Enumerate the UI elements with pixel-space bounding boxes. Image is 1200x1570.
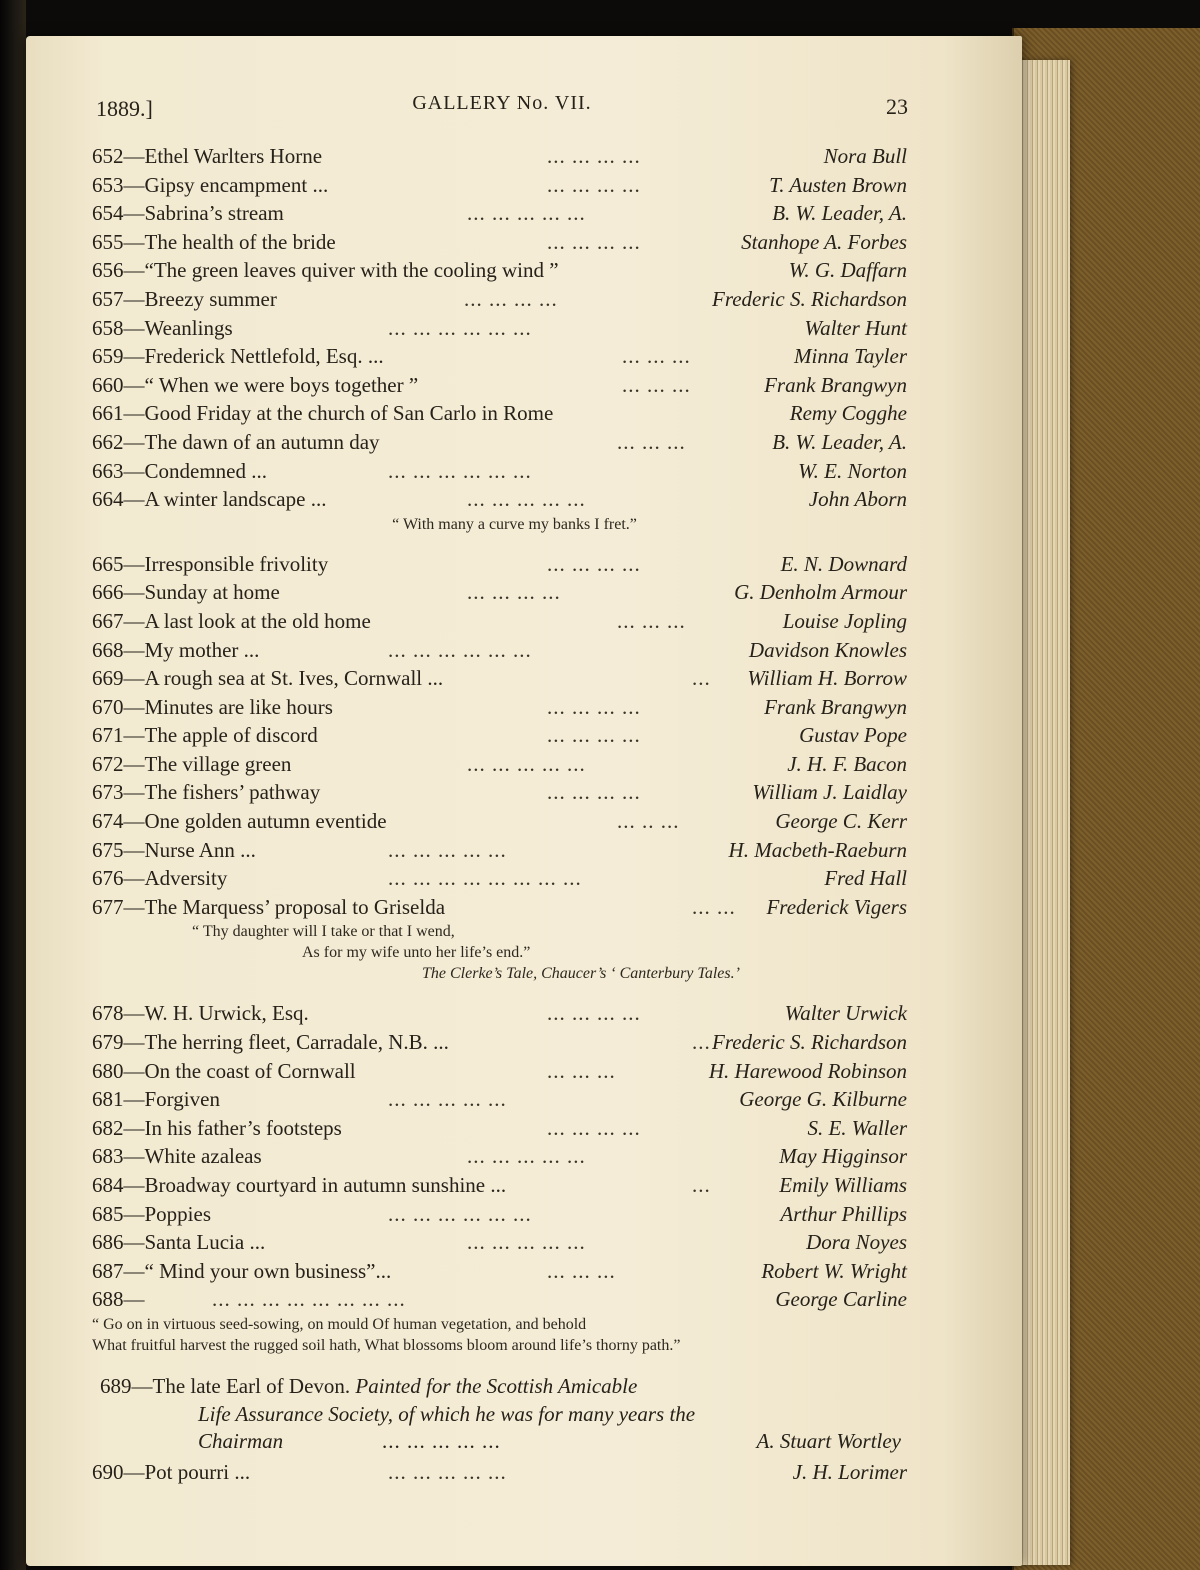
entry-dash: — [123, 429, 145, 454]
catalogue-entry-675 [92, 836, 907, 865]
entry-dash: — [123, 1287, 145, 1312]
entry-title-text: White azaleas [144, 1144, 262, 1169]
entry-title [92, 1228, 265, 1257]
entry-dash: — [123, 1230, 145, 1255]
entry-title [92, 1257, 391, 1286]
entry-title [92, 457, 267, 486]
entry-title [92, 199, 284, 228]
entry-title [92, 285, 277, 314]
entry-leader-dots: ... ... ... ... [547, 144, 641, 168]
catalogue-entry-665 [92, 550, 907, 579]
entry-artist: W. G. Daffarn [788, 258, 907, 283]
entry-title [92, 399, 553, 428]
entry-artist: Remy Cogghe [789, 401, 907, 426]
entry-leader-dots: ... ... ... ... ... [388, 1459, 507, 1484]
entry-title [92, 1171, 506, 1200]
entry-title-text: “ When we were boys together ” [144, 372, 419, 397]
entry-dash: — [123, 401, 145, 426]
entry-number: 672 [92, 751, 124, 776]
entry-leader-dots: ... ... ... ... ... [467, 751, 586, 776]
entry-title-text: The apple of discord [144, 723, 318, 748]
entry-dash: — [123, 1030, 145, 1055]
entry-leader-dots: ... ... ... ... [547, 723, 641, 748]
entry-dash: — [123, 551, 145, 576]
entry-number: 667 [92, 608, 124, 633]
entry-artist: Frederick Vigers [766, 894, 907, 919]
entry-number: 673 [92, 780, 124, 805]
entry-dash: — [123, 286, 145, 311]
entries-group-c [92, 999, 907, 1314]
catalogue-entry-679 [92, 1028, 907, 1057]
entry-title [92, 864, 227, 893]
catalogue-entry-656 [92, 256, 907, 285]
entry-title [92, 228, 336, 257]
entry-dash: — [123, 344, 145, 369]
entry-leader-dots: ... ... ... [617, 608, 686, 633]
entry-dash: — [123, 172, 145, 197]
entry-number: 676 [92, 866, 124, 891]
entry-title [92, 578, 280, 607]
entry-title [92, 1114, 342, 1143]
entries-group-d [92, 1458, 907, 1487]
entry-dash: — [123, 723, 145, 748]
entry-leader-dots: ... ... ... ... [467, 580, 561, 605]
entry-title-text: Broadway courtyard in autumn sunshine ... [144, 1173, 507, 1197]
entry-artist: George G. Kilburne [739, 1087, 907, 1112]
entry-title-text: The Marquess’ proposal to Griselda [144, 894, 446, 919]
entry-title [92, 1085, 220, 1114]
entry-artist: Dora Noyes [806, 1230, 907, 1255]
entry-artist: E. N. Downard [780, 551, 907, 576]
catalogue-entry-677 [92, 893, 907, 922]
entry-title-text: My mother ... [144, 637, 260, 662]
catalogue-entry-667 [92, 607, 907, 636]
entry-leader-dots: ... ... ... ... ... [388, 1087, 507, 1112]
entry-dash: — [123, 1001, 145, 1026]
catalogue-entry-671 [92, 721, 907, 750]
entry-dash: — [123, 637, 145, 662]
entry-number: 659 [92, 344, 124, 369]
catalogue-entry-680 [92, 1057, 907, 1086]
entry-title [92, 371, 418, 400]
entry-artist: J. H. Lorimer [792, 1459, 907, 1484]
spine-shadow [0, 0, 26, 1570]
catalogue-entry-688 [92, 1285, 907, 1314]
entry-artist: B. W. Leader, A. [772, 429, 907, 454]
catalogue-entry-658 [92, 314, 907, 343]
entry-artist: H. Harewood Robinson [708, 1058, 907, 1083]
catalogue-entry-690 [92, 1458, 907, 1487]
entry-title [92, 256, 559, 285]
entry-number: 662 [92, 429, 124, 454]
entry-leader-dots: ... ... ... ... ... ... ... ... [388, 866, 582, 891]
quote-688-line1: “ Go on in virtuous seed-sowing, on mould Of human vegetation, and behold [92, 1315, 587, 1333]
entry-leader-dots: ... ... ... ... [547, 780, 641, 805]
entry-dash: — [123, 580, 145, 605]
entry-dash: — [123, 608, 145, 633]
catalogue-entry-652 [92, 142, 907, 171]
entry-title [92, 664, 443, 693]
entry-dash: — [123, 258, 145, 283]
entry-number: 684 [92, 1173, 124, 1197]
catalogue-entry-654 [92, 199, 907, 228]
catalogue-entry-673 [92, 778, 907, 807]
entry-artist: Arthur Phillips [780, 1201, 907, 1226]
entry-leader-dots: ... ... ... ... [547, 1115, 641, 1140]
entry-leader-dots: ... ... ... ... [464, 286, 558, 311]
catalogue-entry-660 [92, 371, 907, 400]
entry-artist: Nora Bull [823, 144, 907, 168]
entry-number: 678 [92, 1001, 124, 1026]
entry-title [92, 1142, 262, 1171]
entry-number: 687 [92, 1258, 124, 1283]
entry-title-text: Breezy summer [144, 286, 277, 311]
entry-dash: — [123, 837, 145, 862]
catalogue-entry-655 [92, 228, 907, 257]
catalogue-entry-687 [92, 1257, 907, 1286]
page-number: 23 [886, 94, 908, 119]
entry-number: 669 [92, 666, 124, 691]
entry-number: 657 [92, 286, 124, 311]
entry-title [92, 636, 259, 665]
entry-dash: — [123, 487, 145, 512]
entry-leader-dots: ... ... ... ... [547, 229, 641, 254]
entry-leader-dots: ... ... ... ... ... [467, 487, 586, 512]
entry-title-text: Frederick Nettlefold, Esq. ... [144, 344, 384, 369]
entry-title [92, 485, 326, 514]
catalogue-entry-662 [92, 428, 907, 457]
entry-title-text: Adversity [144, 866, 228, 891]
entry-artist: J. H. F. Bacon [787, 751, 907, 776]
entry-number: 655 [92, 229, 124, 254]
entry-title-text: Sabrina’s stream [144, 201, 284, 226]
entry-title [92, 1458, 250, 1487]
catalogue-entry-689 [92, 1372, 907, 1458]
entries-group-b [92, 550, 907, 922]
entry-dash: — [123, 780, 145, 805]
entry-title-text: Pot pourri ... [144, 1459, 251, 1484]
entry-689-title: 689—The late Earl of Devon. [100, 1373, 351, 1398]
entry-number: 681 [92, 1087, 124, 1112]
entry-artist: W. E. Norton [798, 458, 907, 483]
entry-number: 663 [92, 458, 124, 483]
entry-number: 677 [92, 894, 124, 919]
entry-number: 665 [92, 551, 124, 576]
catalogue-entry-653 [92, 171, 907, 200]
entry-leader-dots: ... ... ... ... ... [388, 837, 507, 862]
entry-title-text: The village green [144, 751, 292, 776]
entry-artist: George Carline [775, 1287, 907, 1312]
entry-689-note: Painted for the Scottish Amicable [355, 1373, 638, 1398]
entry-title [92, 750, 291, 779]
catalogue-entry-663 [92, 457, 907, 486]
entry-artist: Walter Urwick [784, 1001, 907, 1026]
entry-dash: — [123, 144, 145, 168]
entry-title-text: Ethel Warlters Horne [144, 144, 323, 168]
entry-title [92, 1285, 145, 1314]
catalogue-entry-685 [92, 1200, 907, 1229]
catalogue-list [92, 142, 907, 1487]
entry-leader-dots: ... [692, 666, 711, 691]
quote-688 [92, 1314, 907, 1372]
entries-group-a [92, 142, 907, 514]
entry-title [92, 342, 384, 371]
entry-artist: H. Macbeth-Raeburn [728, 837, 907, 862]
entry-title-text: A last look at the old home [144, 608, 371, 633]
entry-number: 675 [92, 837, 124, 862]
entry-title-text: Poppies [144, 1201, 212, 1226]
entry-leader-dots: ... ... [692, 894, 736, 919]
entry-number: 664 [92, 487, 124, 512]
entry-title-text: In his father’s footsteps [144, 1115, 342, 1140]
entry-artist: Frederic S. Richardson [712, 286, 907, 311]
catalogue-entry-676 [92, 864, 907, 893]
entry-artist: Minna Tayler [794, 344, 907, 369]
entry-dash: — [123, 1087, 145, 1112]
entry-689-artist: A. Stuart Wortley [756, 1428, 901, 1453]
entry-dash: — [123, 201, 145, 226]
entry-dash: — [123, 751, 145, 776]
entry-title [92, 778, 320, 807]
entry-leader-dots: ... ... ... [547, 1058, 616, 1083]
entry-title-text: Sunday at home [144, 580, 280, 605]
entry-leader-dots: ... ... ... ... ... [467, 201, 586, 226]
quote-677-source: The Clerke’s Tale, Chaucer’s ‘ Canterbury Tales.’ [422, 965, 740, 983]
entry-dash: — [123, 229, 145, 254]
catalogue-entry-666 [92, 578, 907, 607]
entry-number: 668 [92, 637, 124, 662]
entry-title-text: Weanlings [144, 315, 233, 340]
entry-title [92, 836, 256, 865]
entry-artist: May Higginsor [779, 1144, 907, 1169]
entry-title [92, 607, 371, 636]
entry-dash: — [123, 894, 145, 919]
entry-artist: Gustav Pope [799, 723, 907, 748]
entry-leader-dots: ... ... ... [622, 344, 691, 369]
catalogue-entry-684 [92, 1171, 907, 1200]
entry-number: 674 [92, 809, 124, 834]
entry-dash: — [123, 866, 145, 891]
entry-leader-dots: ... ... ... [622, 372, 691, 397]
catalogue-entry-682 [92, 1114, 907, 1143]
entry-title [92, 1057, 356, 1086]
entry-number: 690 [92, 1459, 124, 1484]
entry-title-text: Minutes are like hours [144, 694, 333, 719]
entry-leader-dots: ... ... ... ... ... ... [388, 315, 532, 340]
entry-dash: — [123, 1258, 145, 1283]
entry-dash: — [123, 1058, 145, 1083]
entry-title-text: Forgiven [144, 1087, 220, 1112]
quote-677 [92, 921, 907, 999]
entry-leader-dots: ... [692, 1030, 711, 1055]
entry-artist: John Aborn [808, 487, 907, 512]
entry-title-text: “The green leaves quiver with the cooling wind ” [144, 258, 559, 283]
entry-title [92, 693, 333, 722]
entry-dash: — [123, 1173, 145, 1197]
catalogue-entry-664 [92, 485, 907, 514]
entry-leader-dots: ... ... ... [617, 429, 686, 454]
entry-artist: Davidson Knowles [748, 637, 907, 662]
entry-title [92, 1028, 449, 1057]
entry-leader-dots: ... ... ... ... ... [467, 1230, 586, 1255]
entry-title [92, 807, 387, 836]
entry-leader-dots: ... ... ... ... [547, 694, 641, 719]
header-gallery-title: GALLERY No. VII. [412, 92, 592, 114]
entry-number: 666 [92, 580, 124, 605]
entry-title-text: Santa Lucia ... [144, 1230, 266, 1255]
entry-title-text: W. H. Urwick, Esq. [144, 1001, 309, 1026]
entry-artist: William H. Borrow [747, 666, 907, 691]
catalogue-entry-672 [92, 750, 907, 779]
catalogue-entry-657 [92, 285, 907, 314]
entry-artist: Robert W. Wright [761, 1258, 907, 1283]
entry-dash: — [123, 1201, 145, 1226]
entry-title-text: The herring fleet, Carradale, N.B. ... [144, 1030, 449, 1055]
catalogue-entry-686 [92, 1228, 907, 1257]
catalogue-entry-668 [92, 636, 907, 665]
entry-title-text: The dawn of an autumn day [144, 429, 380, 454]
entry-number: 679 [92, 1030, 124, 1055]
entry-artist: Frank Brangwyn [764, 372, 907, 397]
entry-number: 685 [92, 1201, 124, 1226]
entry-artist: T. Austen Brown [769, 172, 907, 197]
entry-number: 653 [92, 172, 124, 197]
entry-artist: George C. Kerr [775, 809, 907, 834]
entry-number: 660 [92, 372, 124, 397]
entry-dash: — [123, 694, 145, 719]
entry-dash: — [123, 666, 145, 691]
entry-689-line1 [100, 1372, 637, 1401]
entry-leader-dots: ... ... ... [547, 1258, 616, 1283]
entry-title [92, 721, 318, 750]
catalogue-entry-674 [92, 807, 907, 836]
entry-title-text: A winter landscape ... [144, 487, 327, 512]
entry-title-text: Good Friday at the church of San Carlo in Rome [144, 401, 554, 426]
entry-leader-dots: ... ... ... ... ... ... [388, 637, 532, 662]
entry-dash: — [123, 1144, 145, 1169]
quote-677-line2: As for my wife unto her life’s end.” [302, 944, 531, 962]
entry-number: 688 [92, 1287, 124, 1312]
catalogue-entry-661 [92, 399, 907, 428]
entry-title [92, 999, 309, 1028]
catalogue-entry-678 [92, 999, 907, 1028]
quote-664: “ With many a curve my banks I fret.” [392, 515, 637, 533]
entry-title [92, 893, 445, 922]
catalogue-entry-670 [92, 693, 907, 722]
entry-leader-dots: ... [692, 1173, 711, 1197]
entry-leader-dots: ... ... ... ... ... [467, 1144, 586, 1169]
entry-number: 661 [92, 401, 124, 426]
entry-artist: Fred Hall [824, 866, 907, 891]
entry-artist: Frederic S. Richardson [712, 1030, 907, 1055]
entry-title [92, 171, 328, 200]
entry-dash: — [123, 1115, 145, 1140]
entry-title-text: Irresponsible frivolity [144, 551, 329, 576]
entry-title [92, 314, 233, 343]
entry-title-text: One golden autumn eventide [144, 809, 387, 834]
entry-dash: — [123, 809, 145, 834]
catalogue-entry-683 [92, 1142, 907, 1171]
entry-number: 656 [92, 258, 124, 283]
entry-title-text: On the coast of Cornwall [144, 1058, 356, 1083]
entry-leader-dots: ... ... ... ... [547, 1001, 641, 1026]
entry-leader-dots: ... ... ... ... ... ... ... ... [212, 1287, 406, 1312]
entry-number: 671 [92, 723, 124, 748]
quote-677-line1: “ Thy daughter will I take or that I wend, [192, 923, 455, 941]
entry-leader-dots: ... ... ... ... ... ... [388, 458, 532, 483]
entry-leader-dots: ... ... ... ... [547, 172, 641, 197]
entry-artist: Walter Hunt [804, 315, 907, 340]
entry-689-line3: Chairman [198, 1428, 284, 1453]
entry-artist: G. Denholm Armour [734, 580, 907, 605]
entry-title-text: The health of the bride [144, 229, 336, 254]
catalogue-entry-681 [92, 1085, 907, 1114]
entry-title [92, 550, 328, 579]
entry-title [92, 142, 322, 171]
entry-689-line2: Life Assurance Society, of which he was for many years the [198, 1401, 696, 1426]
entry-dash: — [123, 1459, 145, 1484]
entry-artist: William J. Laidlay [752, 780, 907, 805]
entry-title [92, 1200, 211, 1229]
catalogue-entry-659 [92, 342, 907, 371]
entry-artist: Frank Brangwyn [764, 694, 907, 719]
entry-title-text: Gipsy encampment ... [144, 172, 329, 197]
entry-title-text: “ Mind your own business”... [144, 1258, 392, 1283]
entry-number: 682 [92, 1115, 124, 1140]
entry-title [92, 428, 380, 457]
entry-number: 670 [92, 694, 124, 719]
entry-artist: S. E. Waller [807, 1115, 907, 1140]
entry-title-text: Condemned ... [144, 458, 267, 483]
catalogue-entry-669 [92, 664, 907, 693]
entry-artist: Louise Jopling [782, 608, 907, 633]
header-year: 1889.] [96, 96, 153, 121]
entry-title-text: A rough sea at St. Ives, Cornwall ... [144, 666, 444, 691]
entry-title-text: The fishers’ pathway [144, 780, 321, 805]
entry-number: 686 [92, 1230, 124, 1255]
entry-number: 680 [92, 1058, 124, 1083]
entry-leader-dots: ... .. ... [617, 809, 680, 834]
entry-leader-dots: ... ... ... ... [547, 551, 641, 576]
entry-number: 652 [92, 144, 124, 168]
entry-number: 683 [92, 1144, 124, 1169]
entry-leader-dots: ... ... ... ... ... ... [388, 1201, 532, 1226]
entry-dash: — [123, 458, 145, 483]
entry-number: 654 [92, 201, 124, 226]
quote-688-line2: What fruitful harvest the rugged soil hath, What blossoms bloom around life’s thorny path.” [92, 1336, 681, 1354]
entry-dash: — [123, 372, 145, 397]
entry-artist: Emily Williams [779, 1173, 907, 1197]
entry-artist: Stanhope A. Forbes [741, 229, 907, 254]
entry-number: 658 [92, 315, 124, 340]
entry-title-text: Nurse Ann ... [144, 837, 256, 862]
running-header [96, 92, 908, 126]
entry-artist: B. W. Leader, A. [772, 201, 907, 226]
entry-689-dots: ... ... ... ... ... [382, 1428, 501, 1453]
entry-dash: — [123, 315, 145, 340]
